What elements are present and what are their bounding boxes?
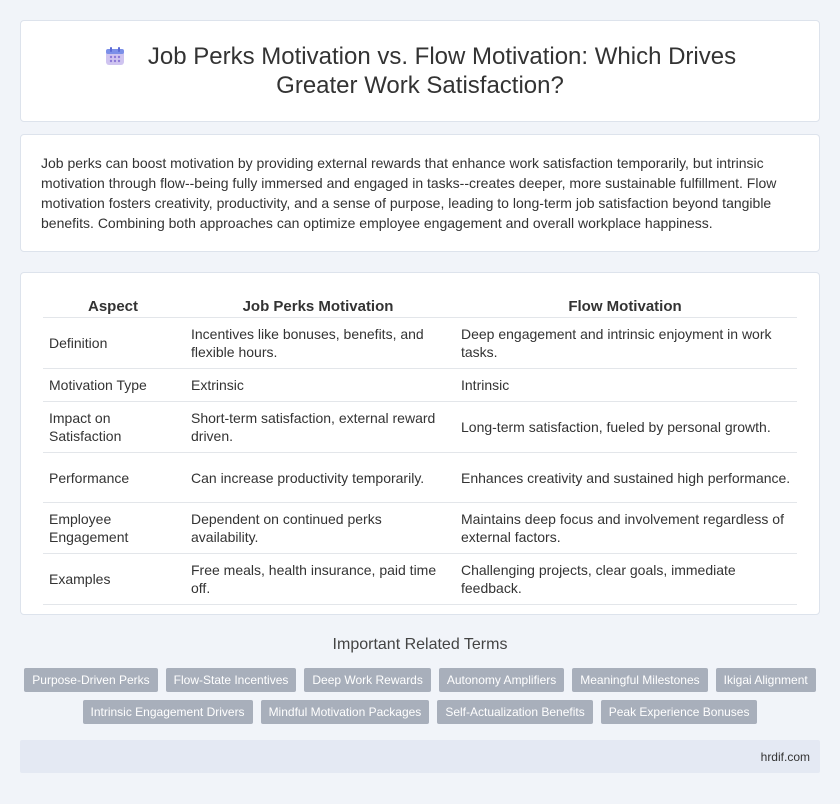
table-cell: Challenging projects, clear goals, immediate feedback. [453, 554, 797, 605]
table-row [43, 453, 797, 503]
table-cell: Dependent on continued perks availability. [183, 503, 453, 554]
tag-meaningful-milestones[interactable]: Meaningful Milestones [572, 668, 707, 692]
footer [20, 740, 820, 773]
related-tags [20, 668, 820, 724]
table-cell: Performance [43, 453, 183, 503]
header-flow: Flow Motivation [453, 295, 797, 318]
table-cell: Motivation Type [43, 369, 183, 402]
tag-purpose-driven-perks[interactable]: Purpose-Driven Perks [24, 668, 157, 692]
comparison-card [20, 272, 820, 615]
table-cell: Examples [43, 554, 183, 605]
table-row [43, 318, 797, 369]
table-row [43, 402, 797, 453]
table-cell: Intrinsic [453, 369, 797, 402]
table-cell: Impact on Satisfaction [43, 402, 183, 453]
page-title-text: Job Perks Motivation vs. Flow Motivation: Which Drives Greater Work Satisfaction? [147, 43, 737, 99]
tag-intrinsic-engagement-drivers[interactable]: Intrinsic Engagement Drivers [83, 700, 253, 724]
footer-site-link[interactable]: hrdif.com [760, 750, 810, 764]
table-row [43, 554, 797, 605]
title-card [20, 20, 820, 122]
related-terms-section [0, 636, 840, 724]
tag-flow-state-incentives[interactable]: Flow-State Incentives [166, 668, 297, 692]
table-header-row [43, 295, 797, 318]
table-cell: Maintains deep focus and involvement regardless of external factors. [453, 503, 797, 554]
header-job-perks: Job Perks Motivation [183, 295, 453, 318]
tag-deep-work-rewards[interactable]: Deep Work Rewards [304, 668, 430, 692]
table-row [43, 369, 797, 402]
page-title [61, 42, 779, 100]
table-cell: Can increase productivity temporarily. [183, 453, 453, 503]
table-cell: Employee Engagement [43, 503, 183, 554]
table-cell: Free meals, health insurance, paid time off. [183, 554, 453, 605]
intro-paragraph: Job perks can boost motivation by providing external rewards that enhance work satisfaction temporarily, but intrinsic motivation through flow--being fully immersed and engaged in tasks--creates deeper, more sustainable fulfillment. Flow motivation fosters creativity, productivity, and a sense of purpose, leading to long-term job satisfaction beyond tangible benefits. Combining both approaches can optimize employee engagement and overall workplace happiness. [41, 155, 777, 231]
table-row [43, 503, 797, 554]
tag-mindful-motivation-packages[interactable]: Mindful Motivation Packages [261, 700, 430, 724]
table-cell: Long-term satisfaction, fueled by personal growth. [453, 402, 797, 453]
table-cell: Incentives like bonuses, benefits, and flexible hours. [183, 318, 453, 369]
comparison-table [43, 295, 797, 605]
table-cell: Deep engagement and intrinsic enjoyment in work tasks. [453, 318, 797, 369]
table-cell: Short-term satisfaction, external reward driven. [183, 402, 453, 453]
tag-self-actualization-benefits[interactable]: Self-Actualization Benefits [437, 700, 592, 724]
table-cell: Extrinsic [183, 369, 453, 402]
table-cell: Enhances creativity and sustained high performance. [453, 453, 797, 503]
calendar-icon [104, 45, 126, 67]
tag-ikigai-alignment[interactable]: Ikigai Alignment [716, 668, 816, 692]
tag-autonomy-amplifiers[interactable]: Autonomy Amplifiers [439, 668, 564, 692]
intro-card [20, 134, 820, 252]
tag-peak-experience-bonuses[interactable]: Peak Experience Bonuses [601, 700, 758, 724]
header-aspect: Aspect [43, 295, 183, 318]
table-cell: Definition [43, 318, 183, 369]
related-terms-title: Important Related Terms [332, 636, 508, 653]
